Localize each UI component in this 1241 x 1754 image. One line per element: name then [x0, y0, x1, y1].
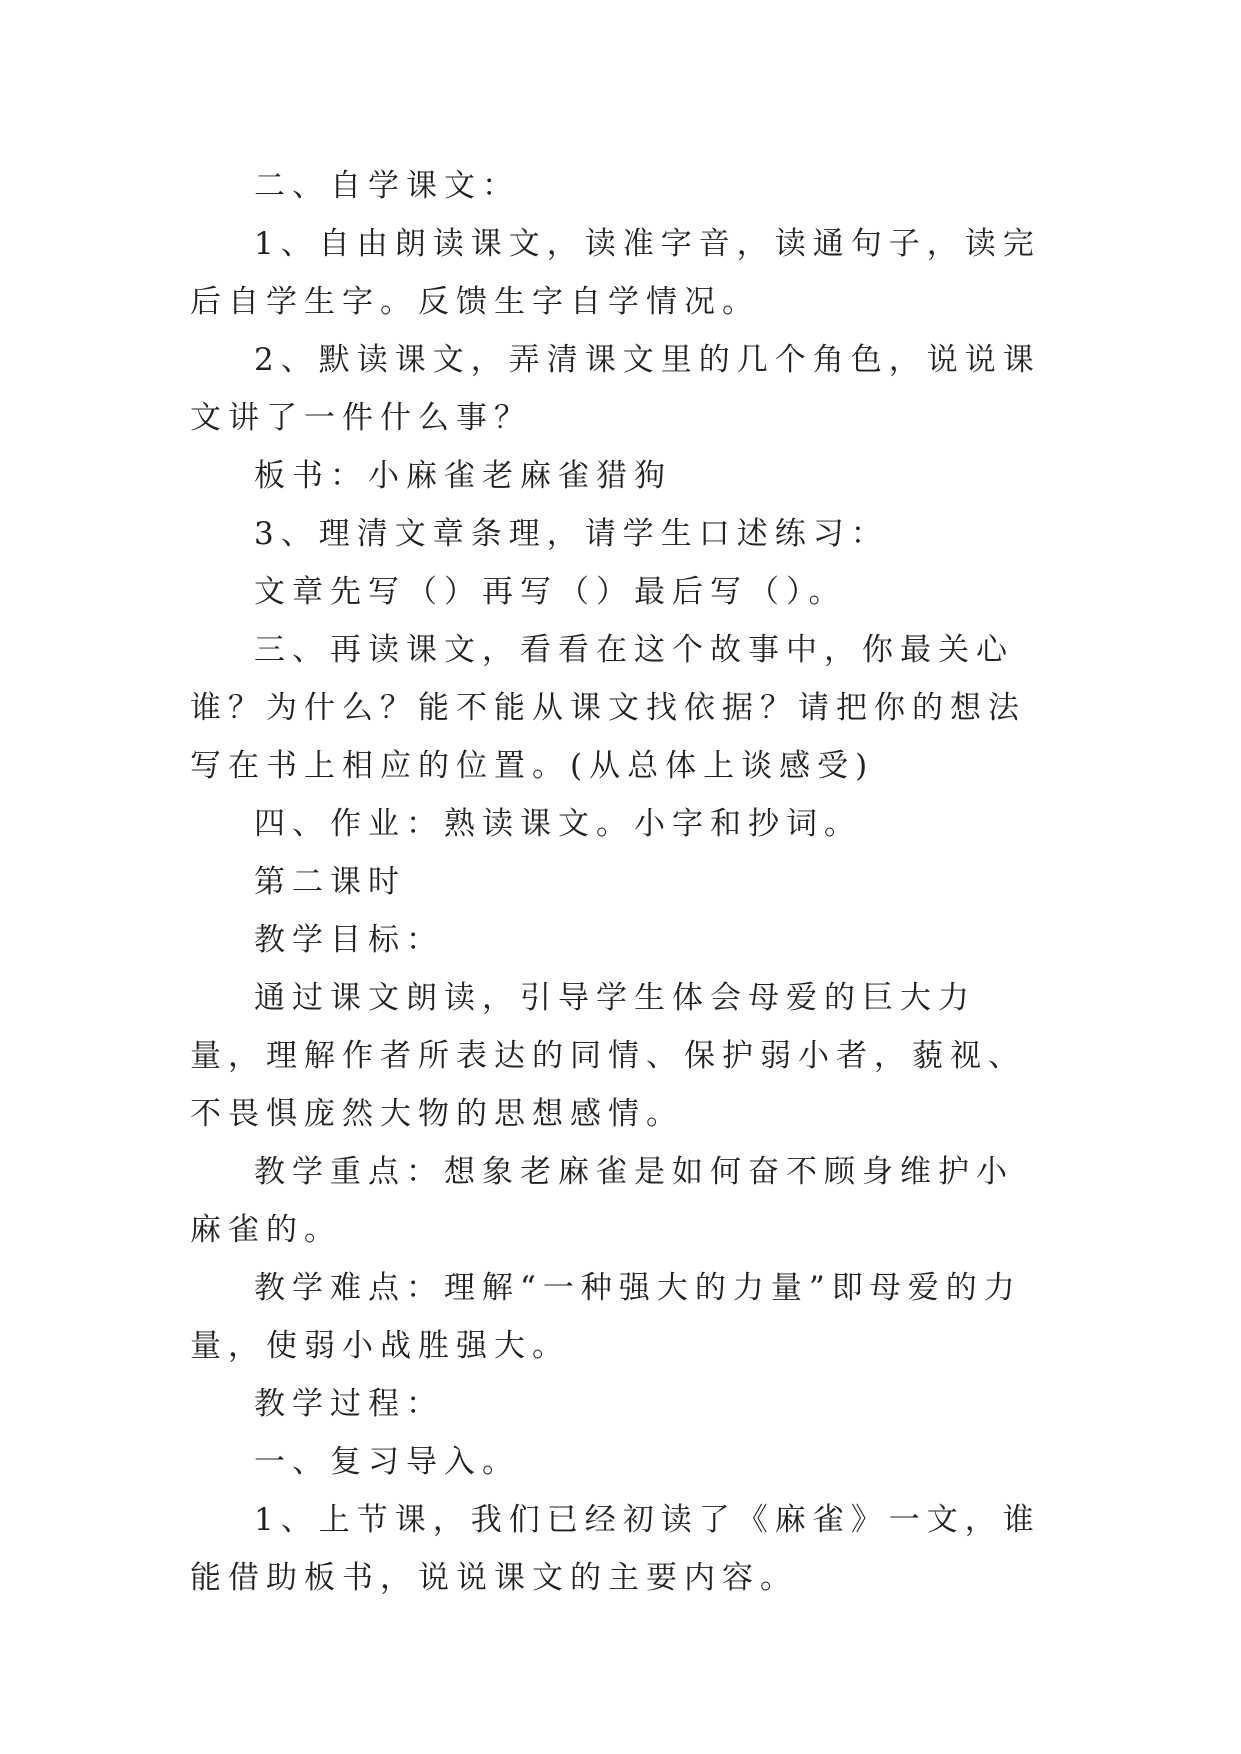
paragraph-goals: 通过课文朗读，引导学生体会母爱的巨大力量，理解作者所表达的同情、保护弱小者，藐视、不畏惧庞然大物的思想感情。 — [190, 980, 1026, 1132]
document-page — [190, 157, 1050, 1607]
section-heading-reread: 三、再读课文，看看在这个故事中，你最关心谁？为什么？能不能从课文找依据？请把你的想法写在书上相应的位置。(从总体上谈感受) — [190, 632, 1026, 784]
paragraph-blackboard: 板书：小麻雀老麻雀猎狗 — [254, 458, 672, 494]
paragraph-last-lesson: 1、上节课，我们已经初读了《麻雀》一文，谁能借助板书，说说课文的主要内容。 — [190, 1502, 1041, 1596]
paragraph-difficulty: 教学难点：理解“一种强大的力量”即母爱的力量，使弱小战胜强大。 — [190, 1270, 1022, 1364]
lesson-heading-second: 第二课时 — [254, 864, 406, 900]
heading-teaching-goals: 教学目标： — [254, 922, 444, 958]
paragraph-fill-blanks: 文章先写（）再写（）最后写（）。 — [254, 574, 847, 610]
section-heading-review: 一、复习导入。 — [254, 1444, 520, 1480]
section-heading-homework: 四、作业：熟读课文。小字和抄词。 — [254, 806, 862, 842]
paragraph-free-reading: 1、自由朗读课文，读准字音，读通句子，读完后自学生字。反馈生字自学情况。 — [190, 226, 1041, 320]
paragraph-structure: 3、理清文章条理，请学生口述练习： — [254, 516, 889, 552]
heading-teaching-process: 教学过程： — [254, 1386, 444, 1422]
paragraph-silent-reading: 2、默读课文，弄清课文里的几个角色，说说课文讲了一件什么事？ — [190, 342, 1041, 436]
section-heading-self-study: 二、自学课文： — [254, 168, 520, 204]
paragraph-key-point: 教学重点：想象老麻雀是如何奋不顾身维护小麻雀的。 — [190, 1154, 1014, 1248]
